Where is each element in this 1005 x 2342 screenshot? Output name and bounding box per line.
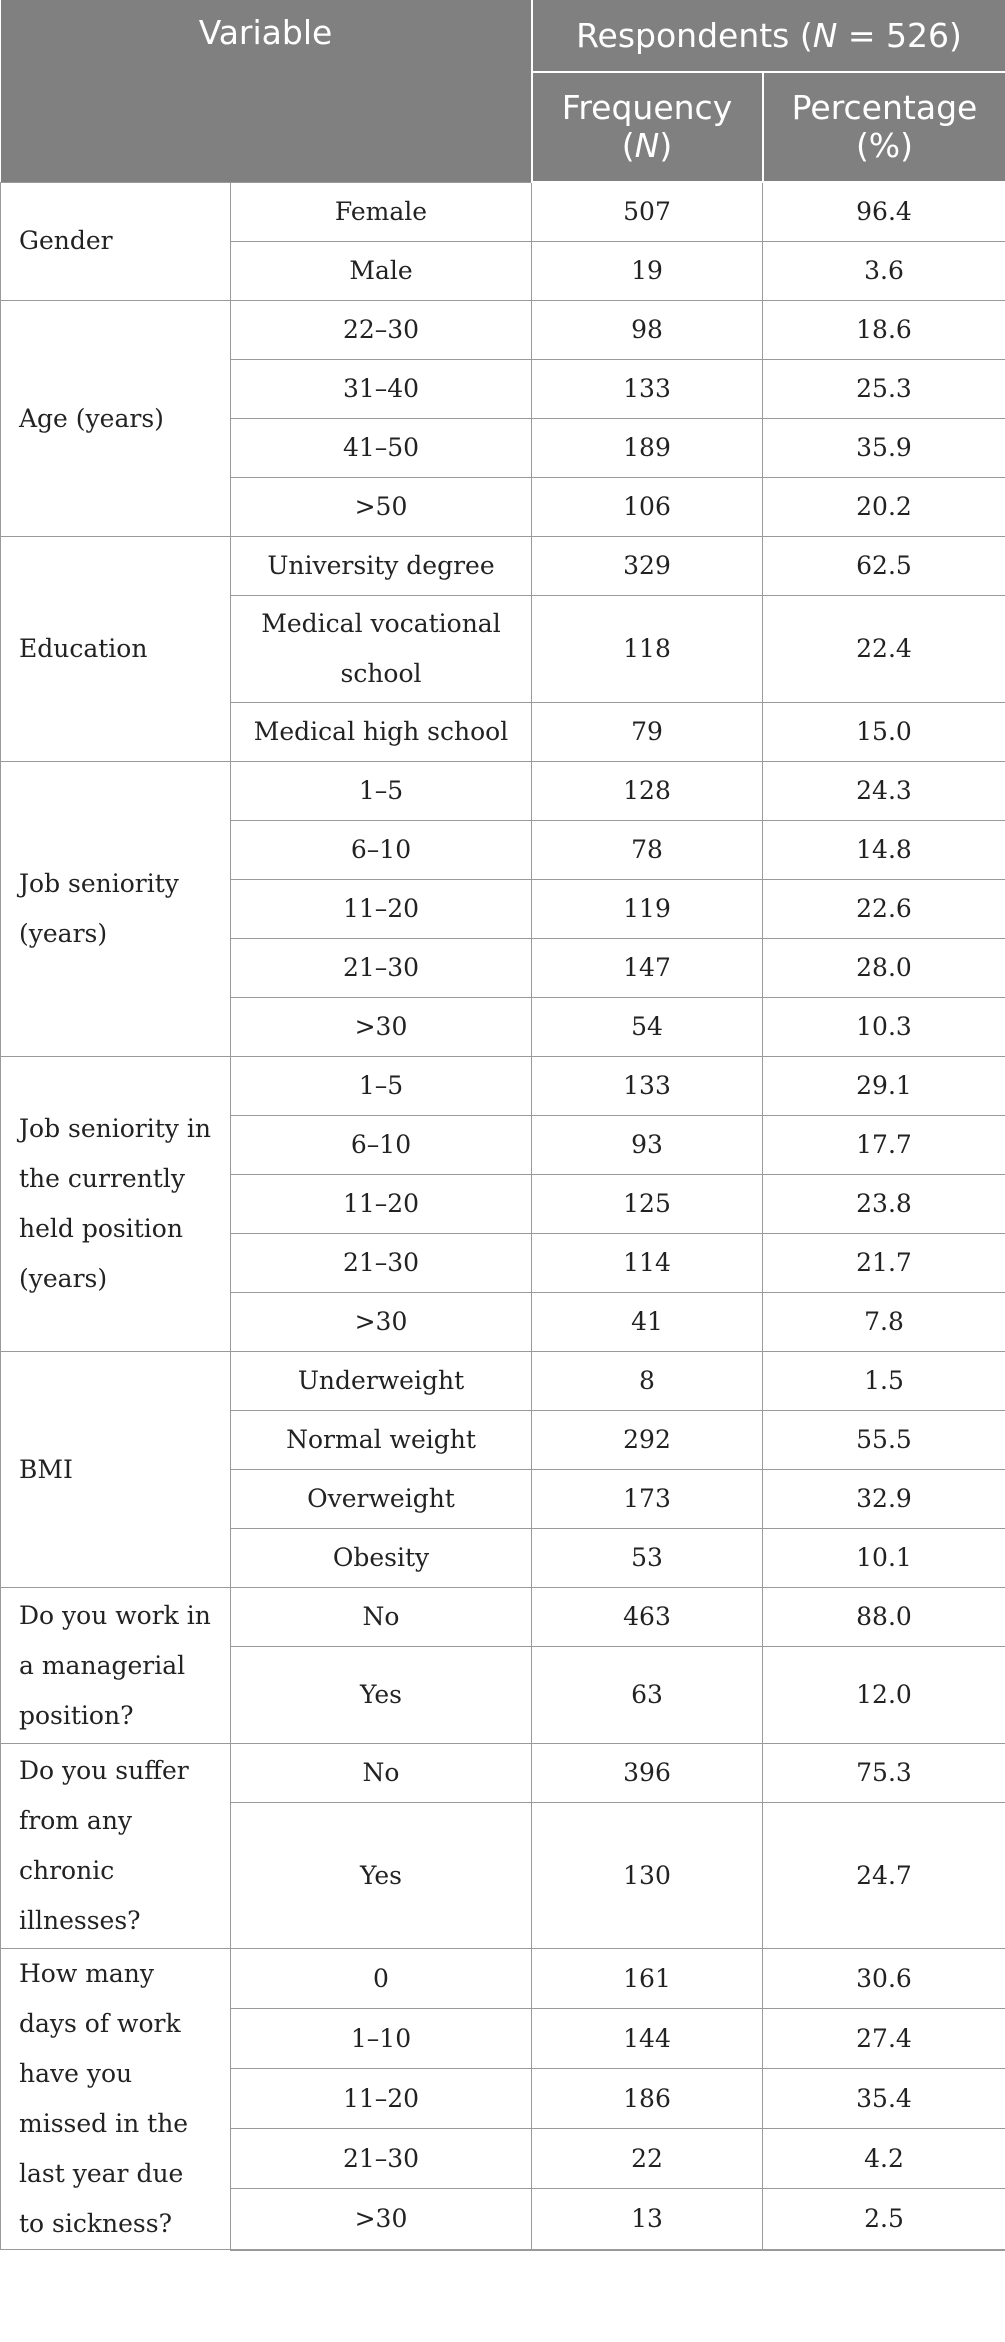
percentage-header: Percentage (%): [763, 72, 1005, 182]
frequency-cell: 396: [532, 1744, 763, 1803]
category-cell: Yes: [231, 1647, 532, 1744]
frequency-cell: 130: [532, 1803, 763, 1949]
percentage-cell: 3.6: [763, 242, 1005, 301]
percentage-cell: 75.3: [763, 1744, 1005, 1803]
group-label: Do you work in a managerial position?: [1, 1588, 231, 1744]
respondents-header: Respondents (N = 526): [532, 0, 1005, 72]
percentage-cell: 35.9: [763, 419, 1005, 478]
frequency-cell: 41: [532, 1293, 763, 1352]
frequency-header: Frequency (N): [532, 72, 763, 182]
percentage-cell: 28.0: [763, 939, 1005, 998]
category-cell: 22–30: [231, 301, 532, 360]
category-cell: >30: [231, 998, 532, 1057]
category-cell: 1–10: [231, 2009, 532, 2069]
percentage-cell: 12.0: [763, 1647, 1005, 1744]
category-cell: 31–40: [231, 360, 532, 419]
percentage-cell: 62.5: [763, 537, 1005, 596]
percentage-cell: 1.5: [763, 1352, 1005, 1411]
category-cell: 11–20: [231, 1175, 532, 1234]
percentage-cell: 24.3: [763, 762, 1005, 821]
category-cell: Yes: [231, 1803, 532, 1949]
percentage-cell: 88.0: [763, 1588, 1005, 1647]
frequency-cell: 79: [532, 703, 763, 762]
category-cell: University degree: [231, 537, 532, 596]
percentage-cell: 17.7: [763, 1116, 1005, 1175]
group-label: How many days of work have you missed in the last year due to sickness?: [1, 1949, 231, 2250]
category-cell: 41–50: [231, 419, 532, 478]
category-cell: Obesity: [231, 1529, 532, 1588]
table-row: [1, 1588, 1005, 1647]
frequency-cell: 53: [532, 1529, 763, 1588]
percentage-cell: 21.7: [763, 1234, 1005, 1293]
frequency-cell: 147: [532, 939, 763, 998]
category-cell: Normal weight: [231, 1411, 532, 1470]
group-label: Gender: [1, 182, 231, 301]
frequency-cell: 128: [532, 762, 763, 821]
percentage-cell: 18.6: [763, 301, 1005, 360]
frequency-cell: 329: [532, 537, 763, 596]
frequency-cell: 144: [532, 2009, 763, 2069]
category-cell: Male: [231, 242, 532, 301]
category-cell: 1–5: [231, 1057, 532, 1116]
percentage-cell: 23.8: [763, 1175, 1005, 1234]
group-label: Job seniority in the currently held position (years): [1, 1057, 231, 1352]
group-label: BMI: [1, 1352, 231, 1588]
frequency-cell: 54: [532, 998, 763, 1057]
frequency-cell: 93: [532, 1116, 763, 1175]
category-cell: 6–10: [231, 1116, 532, 1175]
frequency-cell: 161: [532, 1949, 763, 2009]
group-label: Do you suffer from any chronic illnesses?: [1, 1744, 231, 1949]
category-cell: 1–5: [231, 762, 532, 821]
group-label: Age (years): [1, 301, 231, 537]
frequency-cell: 63: [532, 1647, 763, 1744]
frequency-cell: 507: [532, 182, 763, 242]
percentage-cell: 35.4: [763, 2069, 1005, 2129]
group-label: Education: [1, 537, 231, 762]
frequency-cell: 463: [532, 1588, 763, 1647]
category-cell: Medical high school: [231, 703, 532, 762]
percentage-cell: 22.4: [763, 596, 1005, 703]
frequency-cell: 98: [532, 301, 763, 360]
category-cell: >30: [231, 2189, 532, 2250]
frequency-cell: 189: [532, 419, 763, 478]
percentage-cell: 10.1: [763, 1529, 1005, 1588]
percentage-cell: 7.8: [763, 1293, 1005, 1352]
percentage-cell: 2.5: [763, 2189, 1005, 2250]
frequency-cell: 118: [532, 596, 763, 703]
percentage-cell: 25.3: [763, 360, 1005, 419]
percentage-cell: 22.6: [763, 880, 1005, 939]
category-cell: No: [231, 1744, 532, 1803]
category-cell: 11–20: [231, 880, 532, 939]
frequency-cell: 186: [532, 2069, 763, 2129]
table-row: [1, 1744, 1005, 1803]
frequency-cell: 114: [532, 1234, 763, 1293]
percentage-cell: 96.4: [763, 182, 1005, 242]
category-cell: 21–30: [231, 2129, 532, 2189]
table-row: [1, 182, 1005, 242]
frequency-cell: 125: [532, 1175, 763, 1234]
frequency-cell: 78: [532, 821, 763, 880]
frequency-cell: 8: [532, 1352, 763, 1411]
category-cell: No: [231, 1588, 532, 1647]
percentage-cell: 30.6: [763, 1949, 1005, 2009]
category-cell: Female: [231, 182, 532, 242]
frequency-cell: 106: [532, 478, 763, 537]
frequency-cell: 19: [532, 242, 763, 301]
category-cell: Underweight: [231, 1352, 532, 1411]
table-row: [1, 301, 1005, 360]
group-label: Job seniority (years): [1, 762, 231, 1057]
percentage-cell: 14.8: [763, 821, 1005, 880]
percentage-cell: 10.3: [763, 998, 1005, 1057]
category-cell: 11–20: [231, 2069, 532, 2129]
percentage-cell: 27.4: [763, 2009, 1005, 2069]
category-cell: Medical vocational school: [231, 596, 532, 703]
category-cell: 0: [231, 1949, 532, 2009]
frequency-cell: 173: [532, 1470, 763, 1529]
variable-header: Variable: [1, 0, 532, 182]
percentage-cell: 55.5: [763, 1411, 1005, 1470]
category-cell: 21–30: [231, 1234, 532, 1293]
percentage-cell: 20.2: [763, 478, 1005, 537]
table-row: [1, 762, 1005, 821]
percentage-cell: 15.0: [763, 703, 1005, 762]
frequency-cell: 133: [532, 1057, 763, 1116]
category-cell: >30: [231, 1293, 532, 1352]
percentage-cell: 24.7: [763, 1803, 1005, 1949]
table-row: [1, 1352, 1005, 1411]
percentage-cell: 32.9: [763, 1470, 1005, 1529]
category-cell: Overweight: [231, 1470, 532, 1529]
table-row: [1, 537, 1005, 596]
frequency-cell: 22: [532, 2129, 763, 2189]
table-row: [1, 1949, 1005, 2009]
percentage-cell: 4.2: [763, 2129, 1005, 2189]
frequency-cell: 133: [532, 360, 763, 419]
table-row: [1, 1057, 1005, 1116]
category-cell: 6–10: [231, 821, 532, 880]
category-cell: >50: [231, 478, 532, 537]
percentage-cell: 29.1: [763, 1057, 1005, 1116]
category-cell: 21–30: [231, 939, 532, 998]
frequency-cell: 292: [532, 1411, 763, 1470]
frequency-cell: 119: [532, 880, 763, 939]
frequency-cell: 13: [532, 2189, 763, 2250]
